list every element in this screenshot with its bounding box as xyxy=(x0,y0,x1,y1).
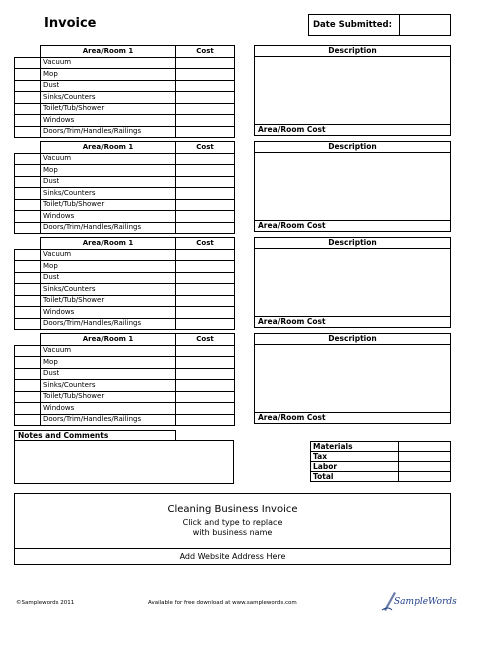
description-header: Description xyxy=(255,142,450,153)
task-label: Vacuum xyxy=(41,345,176,357)
business-divider xyxy=(15,548,450,549)
description-header: Description xyxy=(255,334,450,345)
task-row xyxy=(15,272,235,284)
task-label: Sinks/Counters xyxy=(41,188,176,200)
task-cost-field[interactable] xyxy=(176,261,235,273)
task-row xyxy=(15,115,235,127)
task-cost-field[interactable] xyxy=(176,222,235,234)
totals-table xyxy=(310,441,451,482)
task-label: Windows xyxy=(41,115,176,127)
totals-value-field[interactable] xyxy=(399,452,451,462)
description-field[interactable] xyxy=(255,57,450,124)
totals-label: Tax xyxy=(311,452,399,462)
task-cost-field[interactable] xyxy=(176,391,235,403)
task-cost-field[interactable] xyxy=(176,284,235,296)
totals-row xyxy=(311,452,451,462)
business-name[interactable]: Cleaning Business Invoice xyxy=(167,504,298,515)
task-row xyxy=(15,307,235,319)
task-row xyxy=(15,357,235,369)
date-submitted-field[interactable] xyxy=(400,15,450,35)
area-room-cost-label: Area/Room Cost xyxy=(255,412,450,423)
area-room-table xyxy=(14,45,235,138)
task-row xyxy=(15,199,235,211)
area-room-table xyxy=(14,333,235,426)
task-label: Windows xyxy=(41,307,176,319)
area-header: Area/Room 1 xyxy=(41,46,176,58)
task-checkbox[interactable] xyxy=(15,272,41,284)
task-label: Vacuum xyxy=(41,57,176,69)
task-label: Dust xyxy=(41,80,176,92)
cost-header: Cost xyxy=(176,142,235,154)
area-header: Area/Room 1 xyxy=(41,238,176,250)
area-room-cost-label: Area/Room Cost xyxy=(255,220,450,231)
task-checkbox[interactable] xyxy=(15,380,41,392)
task-row xyxy=(15,284,235,296)
task-cost-field[interactable] xyxy=(176,188,235,200)
task-checkbox[interactable] xyxy=(15,57,41,69)
task-checkbox[interactable] xyxy=(15,345,41,357)
task-cost-field[interactable] xyxy=(176,380,235,392)
totals-label: Total xyxy=(311,472,399,482)
task-row xyxy=(15,261,235,273)
task-checkbox[interactable] xyxy=(15,307,41,319)
task-cost-field[interactable] xyxy=(176,92,235,104)
area-room-table xyxy=(14,141,235,234)
task-checkbox[interactable] xyxy=(15,261,41,273)
area-room-table xyxy=(14,237,235,330)
task-cost-field[interactable] xyxy=(176,211,235,223)
website-address[interactable]: Add Website Address Here xyxy=(179,552,286,561)
task-row xyxy=(15,92,235,104)
area-header: Area/Room 1 xyxy=(41,334,176,346)
totals-row xyxy=(311,442,451,452)
description-box xyxy=(254,237,451,328)
task-checkbox[interactable] xyxy=(15,199,41,211)
totals-value-field[interactable] xyxy=(399,462,451,472)
task-cost-field[interactable] xyxy=(176,368,235,380)
task-cost-field[interactable] xyxy=(176,345,235,357)
description-box xyxy=(254,45,451,136)
totals-value-field[interactable] xyxy=(399,472,451,482)
notes-heading: Notes and Comments xyxy=(14,430,176,441)
task-checkbox[interactable] xyxy=(15,115,41,127)
area-header: Area/Room 1 xyxy=(41,142,176,154)
task-row xyxy=(15,222,235,234)
task-label: Doors/Trim/Handles/Railings xyxy=(41,222,176,234)
task-cost-field[interactable] xyxy=(176,414,235,426)
task-cost-field[interactable] xyxy=(176,176,235,188)
task-label: Toilet/Tub/Shower xyxy=(41,295,176,307)
task-label: Windows xyxy=(41,211,176,223)
task-label: Toilet/Tub/Shower xyxy=(41,391,176,403)
task-checkbox[interactable] xyxy=(15,80,41,92)
task-checkbox[interactable] xyxy=(15,165,41,177)
task-cost-field[interactable] xyxy=(176,249,235,261)
business-instructions-line2: with business name xyxy=(192,528,273,537)
task-checkbox[interactable] xyxy=(15,368,41,380)
task-label: Sinks/Counters xyxy=(41,284,176,296)
task-row xyxy=(15,176,235,188)
blank-cell xyxy=(15,238,41,250)
task-checkbox[interactable] xyxy=(15,222,41,234)
task-checkbox[interactable] xyxy=(15,176,41,188)
logo-text: SampleWords xyxy=(394,597,457,607)
task-label: Sinks/Counters xyxy=(41,92,176,104)
task-cost-field[interactable] xyxy=(176,357,235,369)
description-field[interactable] xyxy=(255,345,450,412)
task-cost-field[interactable] xyxy=(176,126,235,138)
task-row xyxy=(15,188,235,200)
task-label: Dust xyxy=(41,176,176,188)
task-row xyxy=(15,153,235,165)
task-label: Mop xyxy=(41,69,176,81)
task-row xyxy=(15,403,235,415)
task-cost-field[interactable] xyxy=(176,307,235,319)
invoice-title: Invoice xyxy=(44,16,97,31)
task-checkbox[interactable] xyxy=(15,188,41,200)
task-cost-field[interactable] xyxy=(176,272,235,284)
task-checkbox[interactable] xyxy=(15,357,41,369)
task-checkbox[interactable] xyxy=(15,284,41,296)
business-info-box[interactable] xyxy=(14,493,451,565)
task-checkbox[interactable] xyxy=(15,414,41,426)
task-label: Dust xyxy=(41,272,176,284)
totals-value-field[interactable] xyxy=(399,442,451,452)
task-checkbox[interactable] xyxy=(15,103,41,115)
task-checkbox[interactable] xyxy=(15,69,41,81)
task-row xyxy=(15,211,235,223)
task-label: Dust xyxy=(41,368,176,380)
task-cost-field[interactable] xyxy=(176,153,235,165)
task-row xyxy=(15,165,235,177)
task-row xyxy=(15,368,235,380)
download-text: Available for free download at www.samplewords.com xyxy=(148,600,297,606)
task-cost-field[interactable] xyxy=(176,403,235,415)
task-label: Doors/Trim/Handles/Railings xyxy=(41,318,176,330)
task-checkbox[interactable] xyxy=(15,153,41,165)
cost-header: Cost xyxy=(176,46,235,58)
business-instructions-line1: Click and type to replace xyxy=(182,518,283,527)
task-row xyxy=(15,80,235,92)
task-cost-field[interactable] xyxy=(176,69,235,81)
task-label: Doors/Trim/Handles/Railings xyxy=(41,126,176,138)
copyright-text: ©Samplewords 2011 xyxy=(16,600,75,606)
blank-cell xyxy=(15,46,41,58)
task-row xyxy=(15,414,235,426)
task-checkbox[interactable] xyxy=(15,211,41,223)
task-label: Windows xyxy=(41,403,176,415)
task-label: Mop xyxy=(41,357,176,369)
totals-label: Materials xyxy=(311,442,399,452)
task-label: Toilet/Tub/Shower xyxy=(41,199,176,211)
task-cost-field[interactable] xyxy=(176,115,235,127)
description-header: Description xyxy=(255,46,450,57)
task-row xyxy=(15,249,235,261)
task-cost-field[interactable] xyxy=(176,199,235,211)
task-cost-field[interactable] xyxy=(176,165,235,177)
blank-cell xyxy=(15,334,41,346)
task-row xyxy=(15,103,235,115)
task-cost-field[interactable] xyxy=(176,318,235,330)
task-cost-field[interactable] xyxy=(176,80,235,92)
cost-header: Cost xyxy=(176,238,235,250)
samplewords-logo xyxy=(380,588,457,614)
task-label: Sinks/Counters xyxy=(41,380,176,392)
task-label: Mop xyxy=(41,165,176,177)
task-row xyxy=(15,57,235,69)
task-row xyxy=(15,295,235,307)
task-label: Vacuum xyxy=(41,249,176,261)
area-room-cost-label: Area/Room Cost xyxy=(255,124,450,135)
task-checkbox[interactable] xyxy=(15,318,41,330)
cost-header: Cost xyxy=(176,334,235,346)
business-instructions xyxy=(15,518,450,538)
task-checkbox[interactable] xyxy=(15,295,41,307)
description-header: Description xyxy=(255,238,450,249)
task-row xyxy=(15,126,235,138)
blank-cell xyxy=(15,142,41,154)
task-checkbox[interactable] xyxy=(15,249,41,261)
task-cost-field[interactable] xyxy=(176,295,235,307)
area-room-cost-label: Area/Room Cost xyxy=(255,316,450,327)
totals-row xyxy=(311,462,451,472)
description-field[interactable] xyxy=(255,249,450,316)
task-label: Mop xyxy=(41,261,176,273)
task-label: Doors/Trim/Handles/Railings xyxy=(41,414,176,426)
description-box xyxy=(254,141,451,232)
task-row xyxy=(15,380,235,392)
task-row xyxy=(15,69,235,81)
totals-row xyxy=(311,472,451,482)
task-cost-field[interactable] xyxy=(176,57,235,69)
totals-label: Labor xyxy=(311,462,399,472)
task-row xyxy=(15,318,235,330)
task-checkbox[interactable] xyxy=(15,391,41,403)
task-checkbox[interactable] xyxy=(15,92,41,104)
task-label: Vacuum xyxy=(41,153,176,165)
task-row xyxy=(15,391,235,403)
date-submitted-label: Date Submitted: xyxy=(309,15,400,35)
notes-field[interactable] xyxy=(14,440,234,484)
task-checkbox[interactable] xyxy=(15,403,41,415)
description-box xyxy=(254,333,451,424)
task-cost-field[interactable] xyxy=(176,103,235,115)
task-label: Toilet/Tub/Shower xyxy=(41,103,176,115)
task-checkbox[interactable] xyxy=(15,126,41,138)
date-submitted-box xyxy=(308,14,451,36)
task-row xyxy=(15,345,235,357)
description-field[interactable] xyxy=(255,153,450,220)
